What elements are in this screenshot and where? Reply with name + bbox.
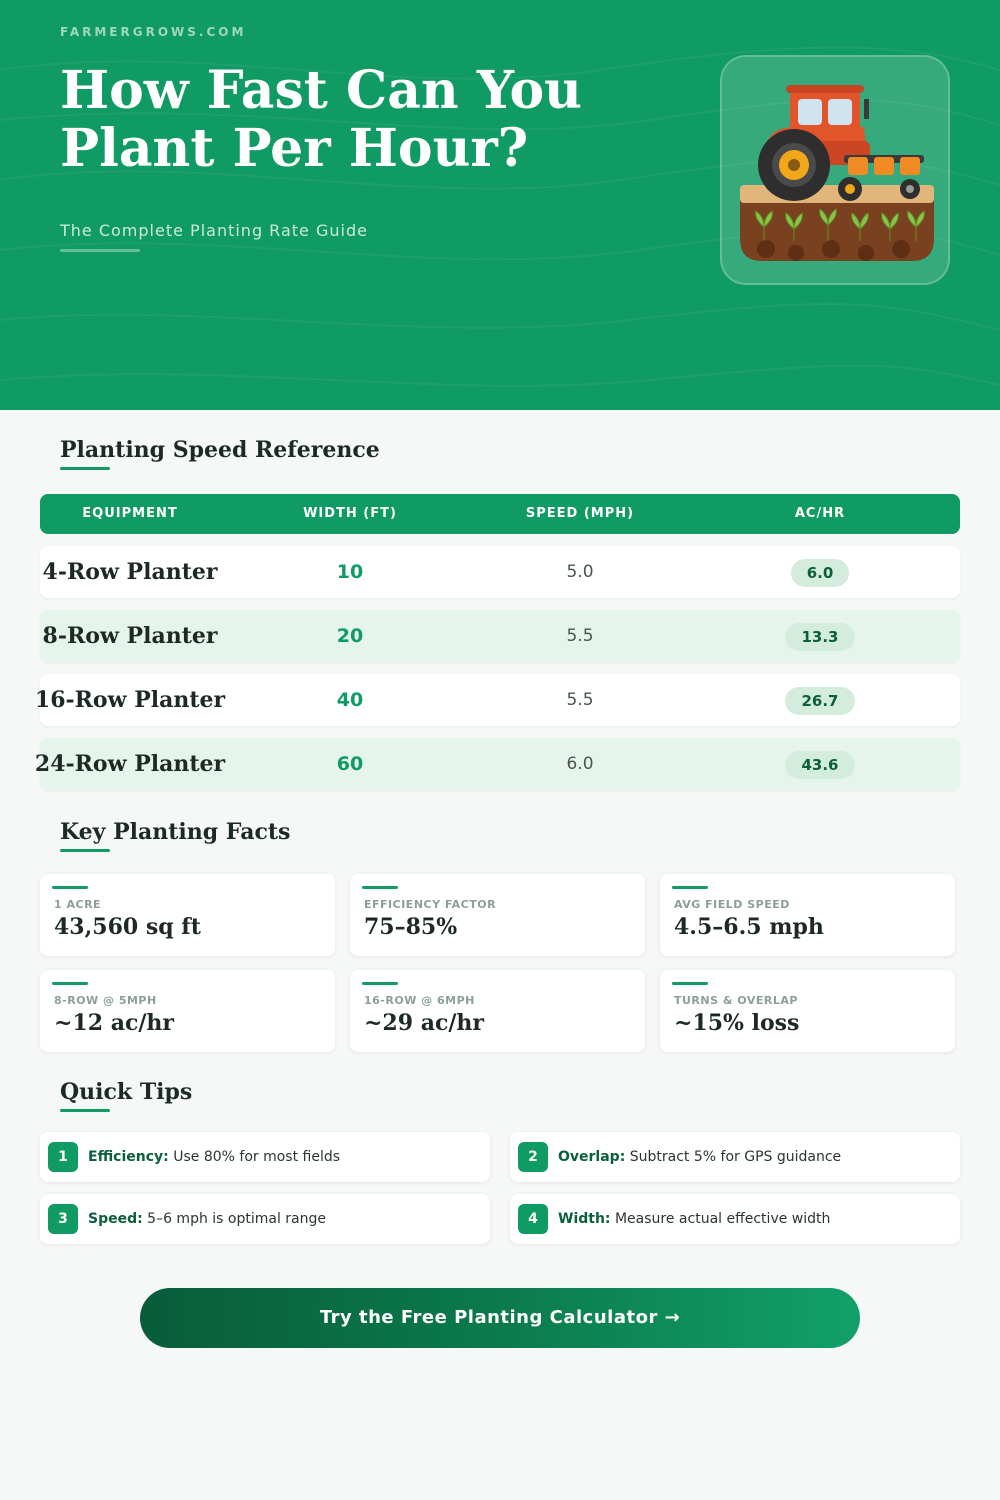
fact-accent-bar [52,886,88,889]
fact-card [40,970,335,1052]
fact-value: ~12 ac/hr [54,1010,174,1036]
hero-banner [0,0,1000,410]
fact-value: 4.5–6.5 mph [674,914,824,940]
table-header [40,494,960,534]
tip-item [510,1132,960,1182]
fact-card [350,970,645,1052]
equipment-cell: 16-Row Planter [34,687,226,713]
equipment-cell: 4-Row Planter [42,559,218,585]
width-cell: 10 [336,561,364,583]
title-line-2: Plant Per Hour? [60,118,529,179]
fact-accent-bar [672,886,708,889]
fact-label: 16-ROW @ 6MPH [364,994,475,1007]
fact-label: AVG FIELD SPEED [674,898,790,911]
tip-item [40,1194,490,1244]
tip-keyword: Width: [558,1211,611,1227]
fact-value: 43,560 sq ft [54,914,201,940]
speed-cell: 5.5 [566,690,594,710]
rate-badge: 6.0 [791,559,850,587]
table-row [34,674,960,726]
fact-label: 1 ACRE [54,898,102,911]
tip-number-badge: 2 [518,1142,548,1172]
table-row [40,546,960,598]
rate-badge: 26.7 [785,687,854,715]
planting-calculator-button[interactable]: Try the Free Planting Calculator → [140,1288,860,1348]
facts-heading: Key Planting Facts [60,819,291,845]
tip-item [40,1132,490,1182]
fact-value: ~29 ac/hr [364,1010,484,1036]
tip-number-badge: 4 [518,1204,548,1234]
col-rate: AC/HR [794,506,846,521]
fact-label: TURNS & OVERLAP [674,994,798,1007]
table-heading-underline [60,467,110,470]
fact-label: EFFICIENCY FACTOR [364,898,497,911]
tip-text [558,1132,841,1182]
rate-badge: 13.3 [785,623,854,651]
tractor-planter-icon [736,81,936,266]
page-subtitle: The Complete Planting Rate Guide [60,221,368,240]
col-width: WIDTH (FT) [303,506,397,521]
tip-description: Subtract 5% for GPS guidance [625,1149,842,1165]
tractor-icon-card [720,55,950,285]
fact-accent-bar [362,982,398,985]
page-title [60,62,680,178]
rate-badge: 43.6 [785,751,854,779]
fact-value: ~15% loss [674,1010,800,1036]
subtitle-underline [60,249,140,252]
table-heading: Planting Speed Reference [60,437,380,463]
fact-accent-bar [672,982,708,985]
rate-cell [720,546,920,598]
speed-cell: 5.5 [566,626,594,646]
site-name: FARMERGROWS.COM [60,25,247,39]
fact-card [350,874,645,956]
tips-heading: Quick Tips [60,1079,193,1105]
tip-description: Measure actual effective width [610,1211,831,1227]
rate-cell [720,610,920,662]
col-speed: SPEED (MPH) [525,506,635,521]
tip-description: 5–6 mph is optimal range [142,1211,327,1227]
tip-number-badge: 3 [48,1204,78,1234]
fact-accent-bar [52,982,88,985]
width-cell: 60 [336,753,364,775]
tip-description: Use 80% for most fields [168,1149,341,1165]
rate-cell [720,738,920,790]
facts-heading-underline [60,849,110,852]
fact-card [40,874,335,956]
speed-cell: 5.0 [566,562,594,582]
width-cell: 40 [336,689,364,711]
fact-card [660,874,955,956]
title-line-1: How Fast Can You [60,60,582,121]
tip-text [88,1132,340,1182]
fact-accent-bar [362,886,398,889]
rate-cell [720,674,920,726]
table-row [40,610,960,662]
tip-text [558,1194,830,1244]
tip-text [88,1194,326,1244]
tip-keyword: Overlap: [558,1149,626,1165]
fact-card [660,970,955,1052]
tip-keyword: Efficiency: [88,1149,169,1165]
fact-value: 75–85% [364,914,458,940]
fact-label: 8-ROW @ 5MPH [54,994,157,1007]
tip-keyword: Speed: [88,1211,143,1227]
equipment-cell: 24-Row Planter [34,751,226,777]
table-row [34,738,960,790]
tips-heading-underline [60,1109,110,1112]
width-cell: 20 [336,625,364,647]
col-equipment: EQUIPMENT [82,506,178,521]
tip-number-badge: 1 [48,1142,78,1172]
equipment-cell: 8-Row Planter [42,623,218,649]
tip-item [510,1194,960,1244]
speed-cell: 6.0 [566,754,594,774]
